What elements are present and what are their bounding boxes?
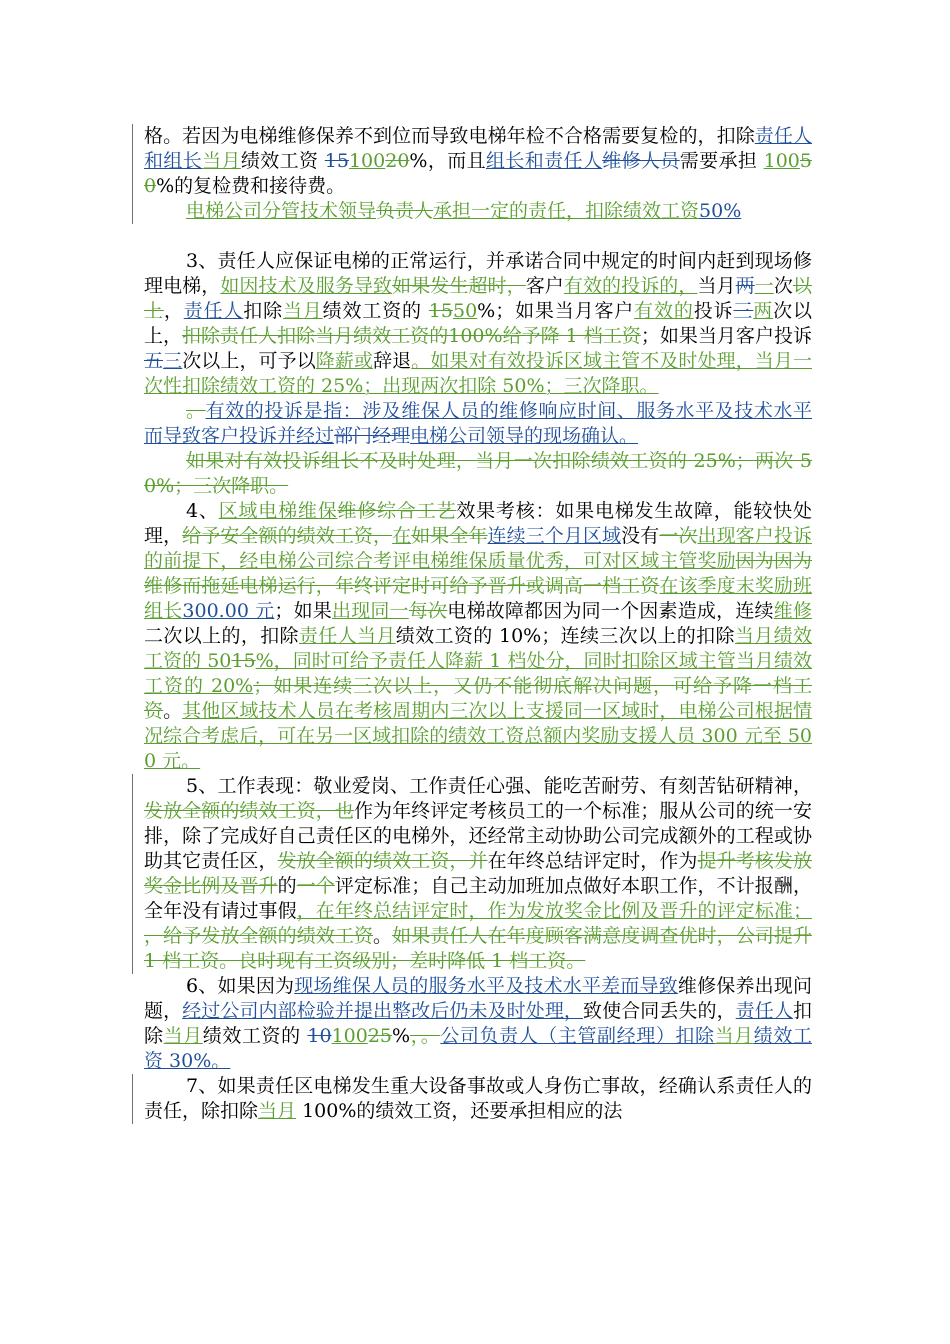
body-text: 效果考核：如果电梯发生故障，能较快处理，	[144, 500, 812, 547]
change-bar	[132, 124, 133, 199]
deleted-text: 如果发生超时，	[392, 275, 526, 297]
inserted-text: 电梯公司分管技术领导	[186, 200, 377, 222]
inserted-text: 绩效工资 30%。	[144, 1025, 812, 1072]
body-text: 100%的绩效工资，还要承担相应的法	[296, 1100, 623, 1122]
body-text: ；如果当月客户投诉	[640, 325, 812, 347]
deleted-text: 。	[186, 400, 206, 422]
deleted-text: 以上	[144, 275, 812, 322]
body-text: 5、工作表现：敬业爱岗、工作责任心强、能吃苦耐劳、有刻苦钻研精神，	[186, 775, 812, 797]
inserted-text: 100	[348, 150, 386, 172]
inserted-text: 当月	[258, 1100, 297, 1122]
inserted-text: 维修	[773, 600, 812, 622]
deleted-text: 每次	[408, 600, 448, 622]
paragraph	[144, 1074, 812, 1124]
deleted-text: 一次	[659, 525, 698, 547]
inserted-text: 电梯公司领导的现场确认。	[410, 425, 639, 447]
deleted-text: 给予安全额的绩效工资，	[182, 525, 393, 547]
body-text: 。	[163, 700, 183, 722]
paragraph	[144, 449, 812, 499]
inserted-text: 现场维保人员的服务水平及技术水平差而导致	[294, 975, 678, 997]
paragraph	[144, 249, 812, 399]
body-text: 绩效工资的 10%；连续三次以上的扣除	[395, 625, 735, 647]
deleted-text: 三	[733, 300, 754, 322]
inserted-text: 当月	[202, 150, 241, 172]
inserted-text: 其他区域技术人员在考核周期内三次以上支援同一区域时，电梯公司根据情况综合考虑后，可在另一区域扣除的绩效工资总额内奖励支援人员 300 元至 500 元。	[144, 700, 812, 772]
paragraph	[144, 399, 812, 449]
deleted-text: 维修综合工艺	[337, 500, 457, 522]
body-text: 扣除	[144, 1000, 812, 1047]
body-text: 次以上，	[144, 300, 812, 347]
body-text: 次以上，可予以	[182, 350, 316, 372]
body-text: 在年终总结评定时，作为	[487, 850, 698, 872]
inserted-text: 如因技术及服务导致	[220, 275, 393, 297]
paragraph	[144, 124, 812, 199]
inserted-text: 经过公司内部检验并提出整改后仍未及时处理，	[182, 1000, 583, 1022]
inserted-text: 当月	[282, 300, 323, 322]
inserted-text: 100	[331, 1025, 368, 1047]
deleted-text: 负责人	[376, 200, 434, 222]
deleted-text: 15	[231, 650, 256, 672]
inserted-text: 连续三个月区域	[487, 525, 622, 547]
body-text: 投诉	[693, 300, 734, 322]
change-bar	[132, 1074, 133, 1124]
inserted-text: 组长和责任人	[485, 150, 603, 172]
body-text: %，而且	[409, 150, 486, 172]
body-text: ；如果	[274, 600, 332, 622]
body-text: 绩效工资的	[322, 300, 429, 322]
deleted-text: 15	[428, 300, 453, 322]
body-text: 4、	[186, 500, 219, 522]
body-text: 次	[773, 275, 793, 297]
deleted-text: 提升考核发放奖金比例及晋升	[144, 850, 812, 897]
inserted-text: 承担一定的责任，扣除绩效工资	[433, 200, 700, 222]
paragraph	[144, 499, 812, 774]
inserted-text: 公司负责人（主管副经理）扣除	[440, 1025, 715, 1047]
inserted-text: 三	[163, 350, 183, 372]
inserted-text: 50%	[699, 200, 742, 222]
change-bar	[132, 774, 133, 974]
inserted-text: 一	[754, 275, 774, 297]
deleted-text: 发放全额的绩效工资，也	[144, 800, 354, 822]
inserted-text: 有效的	[634, 300, 694, 322]
body-text: 需要承担	[679, 150, 764, 172]
inserted-text: 当月	[163, 1025, 203, 1047]
inserted-text: 当月	[714, 1025, 754, 1047]
body-text: 维修保养出现问题，	[144, 975, 812, 1022]
inserted-text: 出现同一	[331, 600, 409, 622]
deleted-text: 因为因为维修而拖延电梯运行，年终评定时可给予晋升或调高一档工资	[144, 550, 812, 597]
inserted-text: %，同时可给予责任人降薪 1 档处分，同时扣除区域主管当月绩效工资的 20%	[144, 650, 812, 697]
inserted-text: 有效的投诉的，	[563, 275, 698, 297]
inserted-text: 在	[392, 525, 412, 547]
body-text: 当月	[697, 275, 736, 297]
body-text: 的	[277, 875, 297, 897]
body-text: 电梯故障都因为同一个因素造成，连续	[447, 600, 774, 622]
inserted-text: 在该季度末奖励班组长	[144, 575, 812, 622]
deleted-text: 五	[144, 350, 164, 372]
body-text: ，	[163, 300, 184, 322]
inserted-text: 100	[763, 150, 800, 172]
deleted-text: 维修人员	[602, 150, 680, 172]
deleted-text: 如果全年	[411, 525, 488, 547]
inserted-text: 300.00 元	[182, 600, 275, 622]
body-text: 7、如果责任区电梯发生重大设备事故或人身伤亡事故，经确认系责任人的责任，除扣除	[144, 1075, 812, 1122]
inserted-text: 当月绩效工资的 50	[144, 625, 812, 672]
body-text: 扣除	[243, 300, 283, 322]
inserted-text: 责任人	[735, 1000, 793, 1022]
deleted-text: 两	[735, 275, 755, 297]
deleted-text: 15	[324, 150, 349, 172]
body-text: 致使合同丢失的，	[583, 1000, 736, 1022]
body-text: 二次以上的，扣除	[144, 625, 299, 647]
change-bar	[132, 199, 133, 224]
body-text: 。	[373, 925, 393, 947]
deleted-text: 20	[385, 150, 410, 172]
deleted-text: 10	[307, 1025, 332, 1047]
document-body	[144, 124, 812, 1124]
body-text: %的复检费和接待费。	[156, 175, 346, 197]
body-text: 辞退	[373, 350, 412, 372]
inserted-text: ，在年终总结评定时，作为发放奖金比例及晋升的评定标准；	[296, 900, 812, 922]
inserted-text: 责任人	[183, 300, 244, 322]
deleted-text: 部门经理	[334, 425, 411, 447]
paragraph	[144, 974, 812, 1074]
body-text: 评定标准；自己主动加班加点做好本职工作，不计报酬，全年没有请过事假	[144, 875, 812, 922]
deleted-text: 发放全额的绩效工资，并	[277, 850, 488, 872]
body-text: 6、如果因为	[186, 975, 295, 997]
body-text: 客户	[525, 275, 564, 297]
deleted-text: ，给予发放全额的绩效工资	[144, 925, 374, 947]
deleted-text: 如果对有效投诉组长不及时处理，当月一次扣除绩效工资的 25%；两次 50%；三次降职。	[144, 450, 812, 497]
body-text: %；如果当月客户	[477, 300, 635, 322]
body-text: 3、责任人应保证电梯的正常运行，并承诺合同中规定的时间内赶到现场修理电梯，	[144, 250, 812, 297]
inserted-text: 有效的投诉是指：涉及维保人员的	[205, 400, 500, 422]
deleted-text: 25	[367, 1025, 392, 1047]
deleted-text: 一个	[296, 875, 335, 897]
deleted-text: ；如果连续三次以上，又仍不能彻底解决问题，可给予降一档工资	[144, 675, 812, 722]
paragraph	[144, 199, 812, 224]
inserted-text: 出现客户投诉的前提下，经电梯公司综合考评电梯维保质量优秀，可对区域主管奖励	[144, 525, 812, 572]
deleted-text: 如果责任人在年度顾客满意度调查优时，公司提升 1 档工资。良时现有工资级别；差时降低 1 档工资。	[144, 925, 812, 972]
body-text: %	[392, 1025, 411, 1047]
inserted-text: 责任人和组长	[144, 125, 812, 172]
body-text: 格。若因为电梯维修保养不到位而导致电梯年检不合格需要复检的，扣除	[144, 125, 755, 147]
inserted-text: 降薪或	[315, 350, 374, 372]
deleted-text: ，。	[410, 1025, 441, 1047]
deleted-text: 50	[144, 150, 812, 197]
body-text: 绩效工资	[240, 150, 325, 172]
body-text: 绩效工资的	[202, 1025, 308, 1047]
body-text: 作为年终评定考核员工的一个标准；服从公司的统一安排，除了完成好自己责任区的电梯外，还经常主动协助公司完成额外的工程或协助其它责任区，	[144, 800, 812, 872]
inserted-text: 两	[753, 300, 774, 322]
paragraph	[144, 774, 812, 974]
inserted-text: 。如果对有效投诉区域主管不及时处理，当月一次性扣除绩效工资的 25%；出现两次扣除 50%；三次降职。	[144, 350, 812, 397]
inserted-text: 维修响应时间、服务水平及技术水平而导致客户投诉并经过	[144, 400, 812, 447]
body-text: 没有	[621, 525, 660, 547]
inserted-text: 区域电梯维保	[218, 500, 338, 522]
deleted-text: 扣除责任人扣除当月绩效工资的100%给予降 1 档工资	[182, 325, 641, 347]
inserted-text: 50	[452, 300, 478, 322]
inserted-text: 责任人当月	[298, 625, 396, 647]
